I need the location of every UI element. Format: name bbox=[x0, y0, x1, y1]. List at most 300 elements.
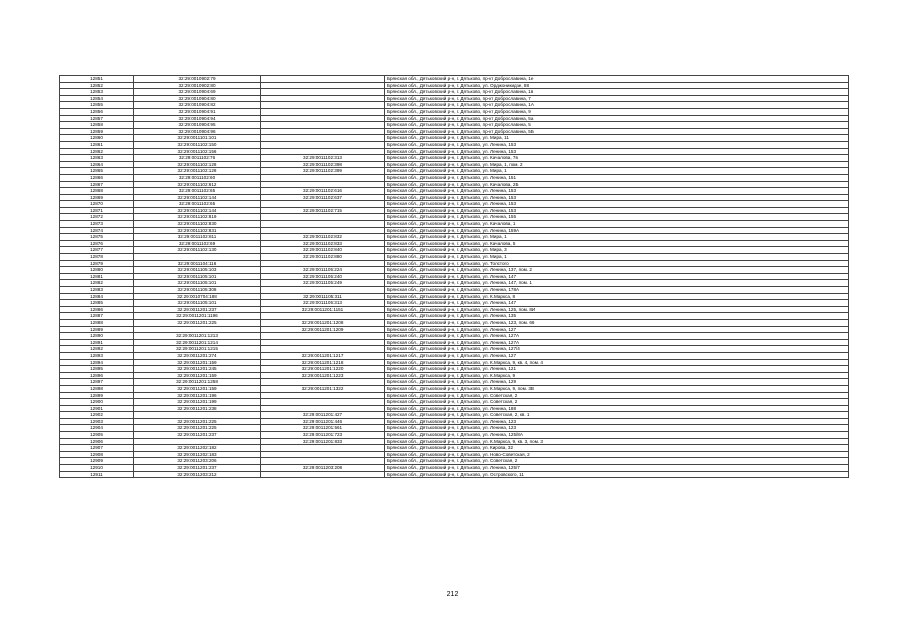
address-cell: Брянская обл., Дятьковский р-н, г. Дятьково, ул. Орджоникидзе, 88 bbox=[385, 82, 849, 89]
object-cadastral-number-cell: 32:29:0011102:840 bbox=[261, 247, 385, 254]
table-row bbox=[60, 451, 849, 458]
table-row bbox=[60, 306, 849, 313]
land-cadastral-number-cell: 32:29:0011201:1196 bbox=[134, 313, 261, 320]
address-cell: Брянская обл., Дятьковский р-н, г. Дятьково, ул. Качалова, 5 bbox=[385, 240, 849, 247]
land-cadastral-number-cell: 32:29:0011201:1215 bbox=[134, 346, 261, 353]
address-cell: Брянская обл., Дятьковский р-н, г. Дятьково, ул. Ленина, 147, пом. 1 bbox=[385, 280, 849, 287]
land-cadastral-number-cell: 32:29:0011102:60 bbox=[134, 174, 261, 181]
address-cell: Брянская обл., Дятьковский р-н, г. Дятьково, ул. Качалова, 2Б bbox=[385, 181, 849, 188]
table-row bbox=[60, 221, 849, 228]
row-number-cell: 12899 bbox=[60, 392, 134, 399]
land-cadastral-number-cell: 32:29:0011202:182 bbox=[134, 445, 261, 452]
table-row bbox=[60, 82, 849, 89]
object-cadastral-number-cell: 32:29:0011201:1209 bbox=[261, 326, 385, 333]
object-cadastral-number-cell: 32:29:0011201:833 bbox=[261, 438, 385, 445]
object-cadastral-number-cell bbox=[261, 346, 385, 353]
land-cadastral-number-cell: 32:29:0010904:69 bbox=[134, 89, 261, 96]
row-number-cell: 12876 bbox=[60, 240, 134, 247]
table-row bbox=[60, 438, 849, 445]
row-number-cell: 12873 bbox=[60, 221, 134, 228]
object-cadastral-number-cell: 32:29:0011102:398 bbox=[261, 161, 385, 168]
address-cell: Брянская обл., Дятьковский р-н, г. Дятьково, ул. Советская, 2, кв. 1 bbox=[385, 412, 849, 419]
address-cell: Брянская обл., Дятьковский р-н, г. Дятьково, пр-кт Доброславина, 5а bbox=[385, 115, 849, 122]
land-cadastral-number-cell: 32:29:0011102:144 bbox=[134, 207, 261, 214]
row-number-cell: 12875 bbox=[60, 234, 134, 241]
address-cell: Брянская обл., Дятьковский р-н, г. Дятьково, ул. Советская, 2 bbox=[385, 458, 849, 465]
address-cell: Брянская обл., Дятьковский р-н, г. Дятьково, пр-кт Доброславина, 9 bbox=[385, 108, 849, 115]
land-cadastral-number-cell: 32:29:0011201:1213 bbox=[134, 333, 261, 340]
table-row bbox=[60, 207, 849, 214]
land-cadastral-number-cell: 32:29:0011201:238 bbox=[134, 405, 261, 412]
object-cadastral-number-cell bbox=[261, 405, 385, 412]
row-number-cell: 12890 bbox=[60, 333, 134, 340]
land-cadastral-number-cell: 32:29:0010904:95 bbox=[134, 122, 261, 129]
object-cadastral-number-cell bbox=[261, 174, 385, 181]
table-row bbox=[60, 76, 849, 83]
land-cadastral-number-cell: 32:29:0011203:212 bbox=[134, 471, 261, 478]
land-cadastral-number-cell: 32:29:0011102:830 bbox=[134, 221, 261, 228]
table-row bbox=[60, 174, 849, 181]
address-cell: Брянская обл., Дятьковский р-н, г. Дятьково, ул. Ленина, 135 bbox=[385, 313, 849, 320]
object-cadastral-number-cell: 32:29:0011102:399 bbox=[261, 168, 385, 175]
object-cadastral-number-cell bbox=[261, 95, 385, 102]
object-cadastral-number-cell bbox=[261, 227, 385, 234]
row-number-cell: 12904 bbox=[60, 425, 134, 432]
table-row bbox=[60, 273, 849, 280]
land-cadastral-number-cell: 32:29:0011101:101 bbox=[134, 135, 261, 142]
object-cadastral-number-cell: 32:29:0011105:311 bbox=[261, 293, 385, 300]
object-cadastral-number-cell bbox=[261, 135, 385, 142]
object-cadastral-number-cell bbox=[261, 471, 385, 478]
address-cell: Брянская обл., Дятьковский р-н, г. Дятьково, ул. Ленина, 125/8А bbox=[385, 432, 849, 439]
row-number-cell: 12882 bbox=[60, 280, 134, 287]
object-cadastral-number-cell: 32:29:0011102:715 bbox=[261, 207, 385, 214]
table-row bbox=[60, 108, 849, 115]
land-cadastral-number-cell: 32:29:0011102:128 bbox=[134, 161, 261, 168]
land-cadastral-number-cell: 32:29:0011201:1214 bbox=[134, 339, 261, 346]
table-row bbox=[60, 102, 849, 109]
address-cell: Брянская обл., Дятьковский р-н, г. Дятьково, ул. Кирова, 32 bbox=[385, 445, 849, 452]
object-cadastral-number-cell bbox=[261, 458, 385, 465]
land-cadastral-number-cell: 32:29:0011105:101 bbox=[134, 300, 261, 307]
address-cell: Брянская обл., Дятьковский р-н, г. Дятьково, ул. Мира, 1 bbox=[385, 254, 849, 261]
row-number-cell: 12855 bbox=[60, 102, 134, 109]
address-cell: Брянская обл., Дятьковский р-н, г. Дятьково, ул. Ленина, 123 bbox=[385, 418, 849, 425]
object-cadastral-number-cell bbox=[261, 333, 385, 340]
table-row bbox=[60, 339, 849, 346]
object-cadastral-number-cell: 32:29:0011102:313 bbox=[261, 155, 385, 162]
object-cadastral-number-cell: 32:29:0011201:1220 bbox=[261, 366, 385, 373]
table-row bbox=[60, 458, 849, 465]
land-cadastral-number-cell: 32:29:0011102:130 bbox=[134, 247, 261, 254]
table-row bbox=[60, 227, 849, 234]
object-cadastral-number-cell: 32:29:0011201:427 bbox=[261, 412, 385, 419]
object-cadastral-number-cell: 32:29:0011201:1208 bbox=[261, 319, 385, 326]
row-number-cell: 12902 bbox=[60, 412, 134, 419]
land-cadastral-number-cell: 32:29:0011201:225 bbox=[134, 425, 261, 432]
object-cadastral-number-cell: 32:29:0011105:224 bbox=[261, 267, 385, 274]
object-cadastral-number-cell bbox=[261, 122, 385, 129]
row-number-cell: 12909 bbox=[60, 458, 134, 465]
land-cadastral-number-cell bbox=[134, 412, 261, 419]
row-number-cell: 12910 bbox=[60, 465, 134, 472]
table-row bbox=[60, 240, 849, 247]
address-cell: Брянская обл., Дятьковский р-н, г. Дятьково, ул. Ленина, 178А bbox=[385, 287, 849, 294]
row-number-cell: 12889 bbox=[60, 326, 134, 333]
object-cadastral-number-cell bbox=[261, 201, 385, 208]
row-number-cell: 12874 bbox=[60, 227, 134, 234]
table-row bbox=[60, 333, 849, 340]
table-row bbox=[60, 385, 849, 392]
object-cadastral-number-cell bbox=[261, 128, 385, 135]
row-number-cell: 12852 bbox=[60, 82, 134, 89]
land-cadastral-number-cell: 32:29:0011201:245 bbox=[134, 366, 261, 373]
table-row bbox=[60, 465, 849, 472]
address-cell: Брянская обл., Дятьковский р-н, г. Дятьково, ул. Ленина, 127А bbox=[385, 339, 849, 346]
table-row bbox=[60, 412, 849, 419]
land-cadastral-number-cell: 32:29:0011201:1258 bbox=[134, 379, 261, 386]
object-cadastral-number-cell bbox=[261, 339, 385, 346]
row-number-cell: 12881 bbox=[60, 273, 134, 280]
table-row bbox=[60, 346, 849, 353]
object-cadastral-number-cell: 32:29:0011102:833 bbox=[261, 240, 385, 247]
row-number-cell: 12893 bbox=[60, 352, 134, 359]
address-cell: Брянская обл., Дятьковский р-н, г. Дятьково, ул. Ленина, 153 bbox=[385, 188, 849, 195]
object-cadastral-number-cell: 32:29:0011102:880 bbox=[261, 254, 385, 261]
object-cadastral-number-cell bbox=[261, 379, 385, 386]
object-cadastral-number-cell bbox=[261, 115, 385, 122]
land-cadastral-number-cell: 32:29:0011201:274 bbox=[134, 352, 261, 359]
table-row bbox=[60, 155, 849, 162]
land-cadastral-number-cell: 32:29:0011102:65 bbox=[134, 188, 261, 195]
table-row bbox=[60, 432, 849, 439]
land-cadastral-number-cell: 32:29:0011105:101 bbox=[134, 273, 261, 280]
table-row bbox=[60, 95, 849, 102]
table-row bbox=[60, 247, 849, 254]
object-cadastral-number-cell bbox=[261, 399, 385, 406]
row-number-cell: 12877 bbox=[60, 247, 134, 254]
row-number-cell: 12860 bbox=[60, 135, 134, 142]
row-number-cell: 12863 bbox=[60, 155, 134, 162]
land-cadastral-number-cell: 32:29:0011105:103 bbox=[134, 267, 261, 274]
table-row bbox=[60, 418, 849, 425]
land-cadastral-number-cell: 32:29:0011201:237 bbox=[134, 432, 261, 439]
row-number-cell: 12900 bbox=[60, 399, 134, 406]
land-cadastral-number-cell: 32:29:0011201:159 bbox=[134, 385, 261, 392]
land-cadastral-number-cell: 32:29:0011102:819 bbox=[134, 214, 261, 221]
row-number-cell: 12888 bbox=[60, 319, 134, 326]
row-number-cell: 12886 bbox=[60, 306, 134, 313]
address-cell: Брянская обл., Дятьковский р-н, г. Дятьково, ул. К.Маркса, 9, кв. 4, пом. 4 bbox=[385, 359, 849, 366]
address-cell: Брянская обл., Дятьковский р-н, г. Дятьково, ул. Ленина, 153 bbox=[385, 207, 849, 214]
address-cell: Брянская обл., Дятьковский р-н, г. Дятьково, ул. Ленина, 151 bbox=[385, 174, 849, 181]
object-cadastral-number-cell: 32:29:0011201:723 bbox=[261, 432, 385, 439]
table-row bbox=[60, 425, 849, 432]
table-row bbox=[60, 115, 849, 122]
row-number-cell: 12864 bbox=[60, 161, 134, 168]
registry-table bbox=[59, 75, 849, 478]
address-cell: Брянская обл., Дятьковский р-н, г. Дятьково, ул. Советская, 2 bbox=[385, 392, 849, 399]
table-row bbox=[60, 313, 849, 320]
row-number-cell: 12856 bbox=[60, 108, 134, 115]
object-cadastral-number-cell bbox=[261, 221, 385, 228]
object-cadastral-number-cell bbox=[261, 445, 385, 452]
object-cadastral-number-cell bbox=[261, 141, 385, 148]
address-cell: Брянская обл., Дятьковский р-н, г. Дятьково, ул. Ленина, 127/4 bbox=[385, 346, 849, 353]
table-row bbox=[60, 287, 849, 294]
address-cell: Брянская обл., Дятьковский р-н, г. Дятьково, ул. К.Маркса, 8 bbox=[385, 293, 849, 300]
table-row bbox=[60, 267, 849, 274]
table-row bbox=[60, 141, 849, 148]
row-number-cell: 12859 bbox=[60, 128, 134, 135]
row-number-cell: 12908 bbox=[60, 451, 134, 458]
registry-table-body bbox=[60, 76, 849, 478]
row-number-cell: 12887 bbox=[60, 313, 134, 320]
row-number-cell: 12906 bbox=[60, 438, 134, 445]
row-number-cell: 12869 bbox=[60, 194, 134, 201]
address-cell: Брянская обл., Дятьковский р-н, г. Дятьково, ул. Мира, 1, пом. 2 bbox=[385, 161, 849, 168]
address-cell: Брянская обл., Дятьковский р-н, г. Дятьково, ул. Ленина, 123 bbox=[385, 425, 849, 432]
row-number-cell: 12903 bbox=[60, 418, 134, 425]
row-number-cell: 12884 bbox=[60, 293, 134, 300]
row-number-cell: 12885 bbox=[60, 300, 134, 307]
address-cell: Брянская обл., Дятьковский р-н, г. Дятьково, ул. Толстого bbox=[385, 260, 849, 267]
object-cadastral-number-cell: 32:29:0011201:1322 bbox=[261, 385, 385, 392]
table-row bbox=[60, 366, 849, 373]
land-cadastral-number-cell: 32:29:0011105:101 bbox=[134, 280, 261, 287]
land-cadastral-number-cell: 32:29:0010902:79 bbox=[134, 76, 261, 83]
address-cell: Брянская обл., Дятьковский р-н, г. Дятьково, пр-кт Доброславина, 5 bbox=[385, 122, 849, 129]
row-number-cell: 12854 bbox=[60, 95, 134, 102]
table-row bbox=[60, 372, 849, 379]
land-cadastral-number-cell: 32:29:0011202:183 bbox=[134, 451, 261, 458]
row-number-cell: 12861 bbox=[60, 141, 134, 148]
land-cadastral-number-cell: 32:29:0011201:237 bbox=[134, 465, 261, 472]
object-cadastral-number-cell: 32:29:0011102:637 bbox=[261, 194, 385, 201]
land-cadastral-number-cell: 32:29:0011102:811 bbox=[134, 234, 261, 241]
address-cell: Брянская обл., Дятьковский р-н, г. Дятьково, ул. Ленина, 147 bbox=[385, 300, 849, 307]
land-cadastral-number-cell bbox=[134, 254, 261, 261]
land-cadastral-number-cell bbox=[134, 438, 261, 445]
address-cell: Брянская обл., Дятьковский р-н, г. Дятьково, ул. К.Маркса, 9 bbox=[385, 372, 849, 379]
address-cell: Брянская обл., Дятьковский р-н, г. Дятьково, ул. Мира, 1 bbox=[385, 234, 849, 241]
land-cadastral-number-cell: 32:29:0011201:199 bbox=[134, 399, 261, 406]
address-cell: Брянская обл., Дятьковский р-н, г. Дятьково, ул. К.Маркса, 9, пом. 3В bbox=[385, 385, 849, 392]
address-cell: Брянская обл., Дятьковский р-н, г. Дятьково, ул. Ленина, 121 bbox=[385, 366, 849, 373]
object-cadastral-number-cell: 32:29:0011201:446 bbox=[261, 418, 385, 425]
object-cadastral-number-cell bbox=[261, 392, 385, 399]
land-cadastral-number-cell: 32:29:0011105:308 bbox=[134, 287, 261, 294]
object-cadastral-number-cell bbox=[261, 108, 385, 115]
row-number-cell: 12866 bbox=[60, 174, 134, 181]
address-cell: Брянская обл., Дятьковский р-н, г. Дятьково, ул. Ленина, 159А bbox=[385, 227, 849, 234]
address-cell: Брянская обл., Дятьковский р-н, г. Дятьково, ул. К.Маркса, 9, кв. 3, пом. 3 bbox=[385, 438, 849, 445]
row-number-cell: 12858 bbox=[60, 122, 134, 129]
table-row bbox=[60, 293, 849, 300]
land-cadastral-number-cell: 32:29:0010904:96 bbox=[134, 128, 261, 135]
table-row bbox=[60, 181, 849, 188]
row-number-cell: 12901 bbox=[60, 405, 134, 412]
land-cadastral-number-cell bbox=[134, 326, 261, 333]
table-row bbox=[60, 214, 849, 221]
land-cadastral-number-cell: 32:29:0011102:150 bbox=[134, 141, 261, 148]
address-cell: Брянская обл., Дятьковский р-н, г. Дятьково, ул. Качалова, 7в bbox=[385, 155, 849, 162]
land-cadastral-number-cell: 32:29:0010904:82 bbox=[134, 102, 261, 109]
address-cell: Брянская обл., Дятьковский р-н, г. Дятьково, ул. Советская, 2 bbox=[385, 399, 849, 406]
table-row bbox=[60, 300, 849, 307]
row-number-cell: 12878 bbox=[60, 254, 134, 261]
land-cadastral-number-cell: 32:29:0010704:188 bbox=[134, 293, 261, 300]
object-cadastral-number-cell bbox=[261, 82, 385, 89]
address-cell: Брянская обл., Дятьковский р-н, г. Дятьково, ул. Ленина, 125/7 bbox=[385, 465, 849, 472]
table-row bbox=[60, 234, 849, 241]
table-row bbox=[60, 392, 849, 399]
table-row bbox=[60, 280, 849, 287]
table-row bbox=[60, 148, 849, 155]
table-row bbox=[60, 319, 849, 326]
land-cadastral-number-cell: 32:29:0010904:91 bbox=[134, 108, 261, 115]
row-number-cell: 12883 bbox=[60, 287, 134, 294]
table-row bbox=[60, 122, 849, 129]
address-cell: Брянская обл., Дятьковский р-н, г. Дятьково, ул. Мира, 1 bbox=[385, 168, 849, 175]
table-row bbox=[60, 352, 849, 359]
land-cadastral-number-cell: 32:29:0011201:237 bbox=[134, 306, 261, 313]
table-row bbox=[60, 161, 849, 168]
address-cell: Брянская обл., Дятьковский р-н, г. Дятьково, ул. Ленина, 153 bbox=[385, 148, 849, 155]
object-cadastral-number-cell: 32:29:0011105:249 bbox=[261, 280, 385, 287]
land-cadastral-number-cell: 32:29:0011201:159 bbox=[134, 372, 261, 379]
address-cell: Брянская обл., Дятьковский р-н, г. Дятьково, ул. Ленина, 127 bbox=[385, 326, 849, 333]
object-cadastral-number-cell: 32:29:0011102:832 bbox=[261, 234, 385, 241]
table-row bbox=[60, 445, 849, 452]
table-row bbox=[60, 379, 849, 386]
table-row bbox=[60, 168, 849, 175]
table-row bbox=[60, 254, 849, 261]
row-number-cell: 12872 bbox=[60, 214, 134, 221]
address-cell: Брянская обл., Дятьковский р-н, г. Дятьково, пр-кт Доброславина, 7 bbox=[385, 95, 849, 102]
land-cadastral-number-cell: 32:29:0011201:159 bbox=[134, 359, 261, 366]
address-cell: Брянская обл., Дятьковский р-н, г. Дятьково, ул. Ленина, 155 bbox=[385, 214, 849, 221]
address-cell: Брянская обл., Дятьковский р-н, г. Дятьково, пр-кт Доброславина, 1в bbox=[385, 89, 849, 96]
table-row bbox=[60, 471, 849, 478]
address-cell: Брянская обл., Дятьковский р-н, г. Дятьково, ул. Ленина, 188 bbox=[385, 405, 849, 412]
row-number-cell: 12862 bbox=[60, 148, 134, 155]
land-cadastral-number-cell: 32:29:0011102:76 bbox=[134, 155, 261, 162]
table-row bbox=[60, 194, 849, 201]
land-cadastral-number-cell: 32:29:0011201:225 bbox=[134, 418, 261, 425]
object-cadastral-number-cell: 32:29:0011105:240 bbox=[261, 273, 385, 280]
row-number-cell: 12880 bbox=[60, 267, 134, 274]
row-number-cell: 12894 bbox=[60, 359, 134, 366]
object-cadastral-number-cell bbox=[261, 102, 385, 109]
row-number-cell: 12905 bbox=[60, 432, 134, 439]
address-cell: Брянская обл., Дятьковский р-н, г. Дятьково, ул. Ленина, 125, пом. 8И bbox=[385, 306, 849, 313]
object-cadastral-number-cell bbox=[261, 451, 385, 458]
row-number-cell: 12853 bbox=[60, 89, 134, 96]
row-number-cell: 12898 bbox=[60, 385, 134, 392]
land-cadastral-number-cell: 32:29:0011102:612 bbox=[134, 181, 261, 188]
land-cadastral-number-cell: 32:29:0011104:116 bbox=[134, 260, 261, 267]
object-cadastral-number-cell: 32:29:0011105:313 bbox=[261, 300, 385, 307]
row-number-cell: 12851 bbox=[60, 76, 134, 83]
land-cadastral-number-cell: 32:29:0010904:94 bbox=[134, 115, 261, 122]
land-cadastral-number-cell: 32:29:0011102:65 bbox=[134, 201, 261, 208]
land-cadastral-number-cell: 32:29:0011102:831 bbox=[134, 227, 261, 234]
table-row bbox=[60, 359, 849, 366]
land-cadastral-number-cell: 32:29:0011102:128 bbox=[134, 168, 261, 175]
table-row bbox=[60, 326, 849, 333]
row-number-cell: 12857 bbox=[60, 115, 134, 122]
address-cell: Брянская обл., Дятьковский р-н, г. Дятьково, ул. Качалова, 1 bbox=[385, 221, 849, 228]
object-cadastral-number-cell bbox=[261, 287, 385, 294]
object-cadastral-number-cell bbox=[261, 89, 385, 96]
page-number: 212 bbox=[446, 591, 459, 598]
table-row bbox=[60, 399, 849, 406]
row-number-cell: 12868 bbox=[60, 188, 134, 195]
table-row bbox=[60, 135, 849, 142]
land-cadastral-number-cell: 32:29:0011201:225 bbox=[134, 319, 261, 326]
row-number-cell: 12897 bbox=[60, 379, 134, 386]
address-cell: Брянская обл., Дятьковский р-н, г. Дятьково, ул. Ново-Советская, 2 bbox=[385, 451, 849, 458]
object-cadastral-number-cell: 32:29:0011201:1223 bbox=[261, 372, 385, 379]
land-cadastral-number-cell: 32:29:0011203:206 bbox=[134, 458, 261, 465]
object-cadastral-number-cell: 32:29:0011201:1218 bbox=[261, 359, 385, 366]
address-cell: Брянская обл., Дятьковский р-н, г. Дятьково, ул. Ленина, 129 bbox=[385, 379, 849, 386]
row-number-cell: 12871 bbox=[60, 207, 134, 214]
object-cadastral-number-cell bbox=[261, 313, 385, 320]
land-cadastral-number-cell: 32:29:0011102:69 bbox=[134, 240, 261, 247]
table-row bbox=[60, 188, 849, 195]
row-number-cell: 12865 bbox=[60, 168, 134, 175]
address-cell: Брянская обл., Дятьковский р-н, г. Дятьково, ул. Ленина, 147 bbox=[385, 273, 849, 280]
address-cell: Брянская обл., Дятьковский р-н, г. Дятьково, ул. Островского, 11 bbox=[385, 471, 849, 478]
object-cadastral-number-cell: 32:29:0011203:208 bbox=[261, 465, 385, 472]
address-cell: Брянская обл., Дятьковский р-н, г. Дятьково, ул. Мира, 11 bbox=[385, 135, 849, 142]
land-cadastral-number-cell: 32:29:0010902:80 bbox=[134, 82, 261, 89]
address-cell: Брянская обл., Дятьковский р-н, г. Дятьково, ул. Ленина, 153 bbox=[385, 194, 849, 201]
object-cadastral-number-cell bbox=[261, 181, 385, 188]
address-cell: Брянская обл., Дятьковский р-н, г. Дятьково, ул. Ленина, 153 bbox=[385, 141, 849, 148]
table-row bbox=[60, 128, 849, 135]
object-cadastral-number-cell: 32:29:0011201:1151 bbox=[261, 306, 385, 313]
row-number-cell: 12907 bbox=[60, 445, 134, 452]
address-cell: Брянская обл., Дятьковский р-н, г. Дятьково, ул. Ленина, 127 bbox=[385, 352, 849, 359]
address-cell: Брянская обл., Дятьковский р-н, г. Дятьково, ул. Ленина, 127А bbox=[385, 333, 849, 340]
object-cadastral-number-cell: 32:29:0011102:616 bbox=[261, 188, 385, 195]
object-cadastral-number-cell bbox=[261, 260, 385, 267]
row-number-cell: 12891 bbox=[60, 339, 134, 346]
land-cadastral-number-cell: 32:29:0011201:196 bbox=[134, 392, 261, 399]
address-cell: Брянская обл., Дятьковский р-н, г. Дятьково, пр-кт Доброславина, 5Б bbox=[385, 128, 849, 135]
row-number-cell: 12870 bbox=[60, 201, 134, 208]
object-cadastral-number-cell bbox=[261, 214, 385, 221]
address-cell: Брянская обл., Дятьковский р-н, г. Дятьково, пр-кт Доброславина, 1А bbox=[385, 102, 849, 109]
land-cadastral-number-cell: 32:29:0011102:156 bbox=[134, 148, 261, 155]
object-cadastral-number-cell: 32:29:0011201:1217 bbox=[261, 352, 385, 359]
object-cadastral-number-cell bbox=[261, 76, 385, 83]
object-cadastral-number-cell bbox=[261, 148, 385, 155]
address-cell: Брянская обл., Дятьковский р-н, г. Дятьково, ул. Ленина, 153 bbox=[385, 201, 849, 208]
table-row bbox=[60, 89, 849, 96]
address-cell: Брянская обл., Дятьковский р-н, г. Дятьково, ул. Ленина, 137, пом. 2 bbox=[385, 267, 849, 274]
table-row bbox=[60, 201, 849, 208]
object-cadastral-number-cell: 32:29:0011201:561 bbox=[261, 425, 385, 432]
address-cell: Брянская обл., Дятьковский р-н, г. Дятьково, ул. Мира, 3 bbox=[385, 247, 849, 254]
land-cadastral-number-cell: 32:29:0011102:144 bbox=[134, 194, 261, 201]
land-cadastral-number-cell: 32:29:0010904:80 bbox=[134, 95, 261, 102]
row-number-cell: 12867 bbox=[60, 181, 134, 188]
row-number-cell: 12895 bbox=[60, 366, 134, 373]
